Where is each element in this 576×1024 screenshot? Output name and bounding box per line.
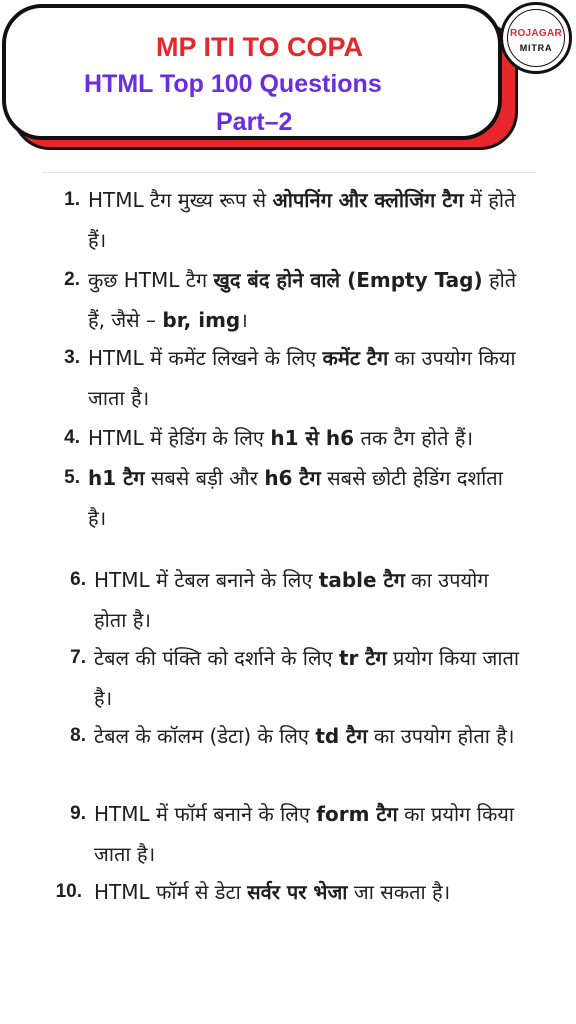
header-divider xyxy=(42,172,536,173)
bold-text: कमेंट टैग xyxy=(322,346,389,370)
item-text xyxy=(88,458,518,538)
text-segment: टेबल की पंक्ति को दर्शाने के लिए xyxy=(94,646,339,670)
text-segment: का उपयोग किया जाता है। xyxy=(88,346,516,410)
text-segment: सबसे बड़ी और xyxy=(144,466,265,490)
text-segment: कुछ HTML टैग xyxy=(88,268,214,292)
item-text xyxy=(88,180,518,260)
bold-text: br, img xyxy=(162,308,241,332)
text-segment: HTML में फॉर्म बनाने के लिए xyxy=(94,802,317,826)
text-segment: HTML में कमेंट लिखने के लिए xyxy=(88,346,323,370)
item-number: 9. xyxy=(70,803,86,824)
text-segment: HTML में हेडिंग के लिए xyxy=(88,426,271,450)
item-number: 7. xyxy=(70,647,86,668)
text-segment: का उपयोग होता है। xyxy=(367,724,515,748)
text-segment: । xyxy=(240,308,248,332)
text-segment: प्रयोग किया जाता है। xyxy=(94,646,520,710)
text-segment: होते हैं, जैसे – xyxy=(88,268,517,332)
bold-text: form टैग xyxy=(316,802,398,826)
text-segment: तक टैग होते हैं। xyxy=(354,426,474,450)
banner-part: Part–2 xyxy=(216,108,293,136)
item-number: 2. xyxy=(64,269,80,290)
text-segment: का उपयोग होता है। xyxy=(94,568,489,632)
rojagar-mitra-logo xyxy=(500,2,572,74)
banner-title: MP ITI TO COPA xyxy=(156,32,364,62)
item-number: 8. xyxy=(70,725,86,746)
logo-text-top: ROJAGAR xyxy=(509,28,563,39)
text-segment: जा सकता है। xyxy=(347,880,451,904)
bold-text: सर्वर पर भेजा xyxy=(247,880,348,904)
bold-text: tr टैग xyxy=(338,646,387,670)
item-text xyxy=(94,560,524,640)
item-number: 6. xyxy=(70,569,86,590)
text-segment: HTML फॉर्म से डेटा xyxy=(94,880,248,904)
item-number: 1. xyxy=(64,189,80,210)
bold-text: h1 से h6 xyxy=(270,426,355,450)
item-text xyxy=(88,418,528,458)
bold-text: table टैग xyxy=(318,568,405,592)
text-segment: HTML में टेबल बनाने के लिए xyxy=(94,568,319,592)
bold-text: खुद बंद होने वाले (Empty Tag) xyxy=(213,268,483,292)
bold-text: td टैग xyxy=(315,724,368,748)
banner-subtitle: HTML Top 100 Questions xyxy=(84,70,382,98)
item-number: 10. xyxy=(55,881,82,902)
text-segment: HTML टैग मुख्य रूप से xyxy=(88,188,273,212)
text-segment: में होते हैं। xyxy=(88,188,516,252)
text-segment: सबसे छोटी हेडिंग दर्शाता है। xyxy=(88,466,503,530)
item-text xyxy=(94,794,524,874)
text-segment: टेबल के कॉलम (डेटा) के लिए xyxy=(94,724,316,748)
bold-text: ओपनिंग और क्लोजिंग टैग xyxy=(272,188,464,212)
title-banner xyxy=(2,4,502,140)
item-number: 3. xyxy=(64,347,80,368)
logo-text-bottom: MITRA xyxy=(519,43,553,53)
bold-text: h6 टैग xyxy=(264,466,321,490)
item-text xyxy=(94,872,534,912)
bold-text: h1 टैग xyxy=(88,466,145,490)
item-number: 5. xyxy=(64,467,80,488)
item-number: 4. xyxy=(64,427,80,448)
item-text xyxy=(94,638,524,718)
text-segment: का प्रयोग किया जाता है। xyxy=(94,802,515,866)
item-text xyxy=(88,260,518,340)
item-text xyxy=(94,716,524,756)
item-text xyxy=(88,338,518,418)
